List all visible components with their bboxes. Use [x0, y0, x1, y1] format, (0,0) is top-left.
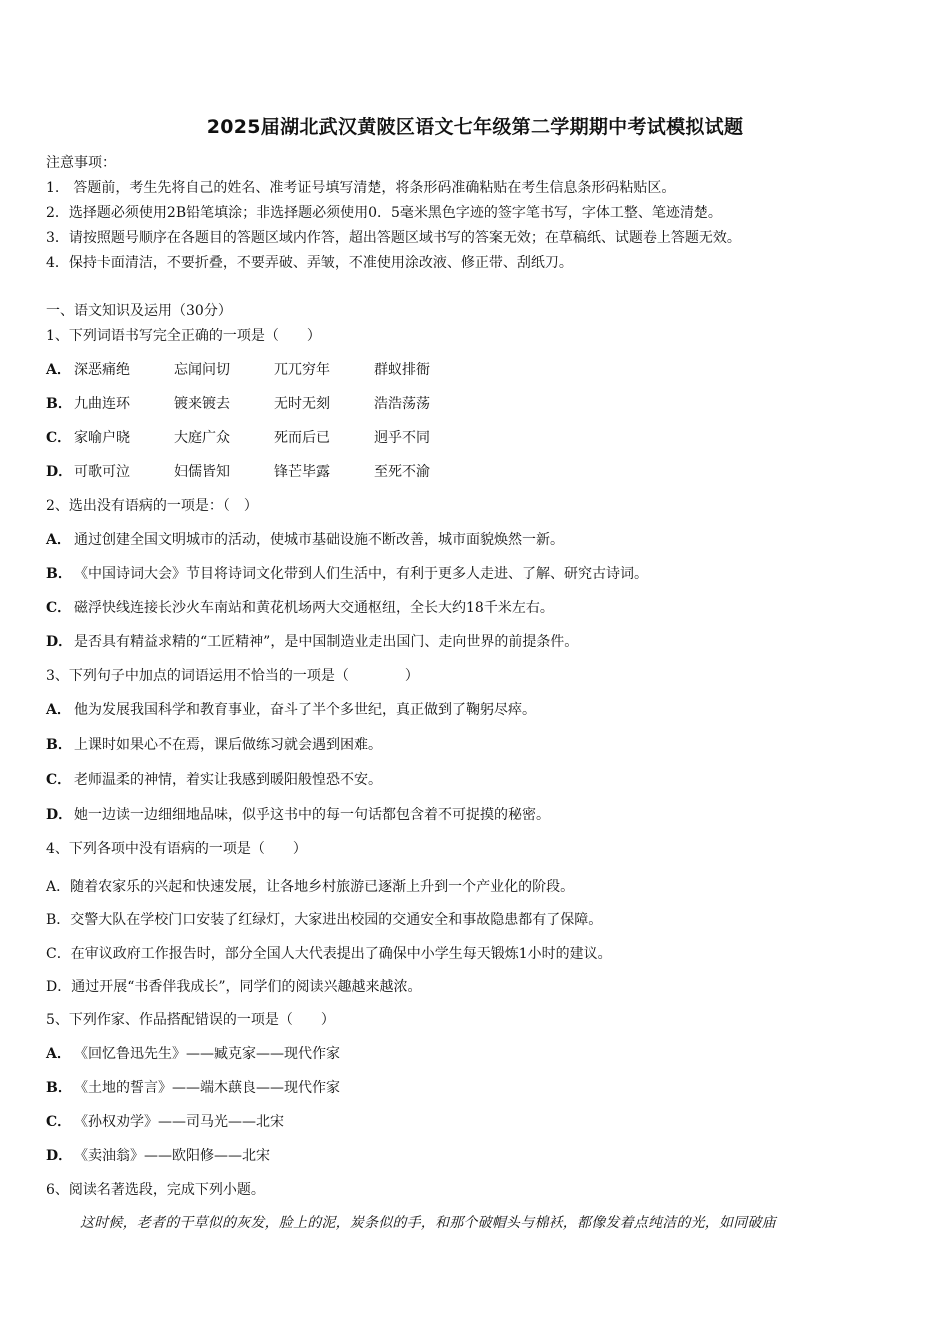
- question-5-option-a: [46, 1045, 340, 1063]
- option-text: 《土地的誓言》——端木蕻良——现代作家: [74, 1080, 340, 1096]
- question-2-stem: 2、选出没有语病的一项是：（ ）: [46, 498, 258, 514]
- option-text: 《孙权劝学》——司马光——北宋: [74, 1114, 284, 1130]
- option-label: B．: [46, 1080, 72, 1096]
- option-text: 上课时如果心不在焉，课后做练习就会遇到困难。: [74, 737, 382, 753]
- question-2-option-b: [46, 565, 648, 583]
- option-text: 《卖油翁》——欧阳修——北宋: [74, 1148, 270, 1164]
- word: 群蚁排衙: [374, 362, 430, 378]
- option-label: D．: [46, 464, 73, 480]
- option-label: C．: [46, 772, 72, 788]
- word: 可歌可泣: [74, 464, 130, 480]
- option-label: B．: [46, 566, 72, 582]
- question-4-option-b: [46, 911, 602, 929]
- word: 镀来镀去: [174, 396, 230, 412]
- option-label: D．: [46, 1148, 73, 1164]
- word: 浩浩荡荡: [374, 396, 430, 412]
- option-label: C．: [46, 1114, 72, 1130]
- word: 忘闻问切: [174, 362, 230, 378]
- option-label: C．: [46, 430, 72, 446]
- option-label: B．: [46, 396, 72, 412]
- word: 无时无刻: [274, 396, 330, 412]
- option-text: 老师温柔的神情，着实让我感到暖阳般惶恐不安。: [74, 772, 382, 788]
- option-text: 她一边读一边细细地品味，似乎这书中的每一句话都包含着不可捉摸的秘密。: [74, 807, 550, 823]
- option-text: 是否具有精益求精的“工匠精神”，是中国制造业走出国门、走向世界的前提条件。: [74, 634, 579, 650]
- section-heading: 一、语文知识及运用（30分）: [46, 303, 232, 319]
- question-5-option-c: [46, 1113, 284, 1131]
- question-1-option-a: [46, 361, 474, 379]
- word: 死而后已: [274, 430, 330, 446]
- option-label: A．: [46, 532, 71, 548]
- question-5-stem: 5、下列作家、作品搭配错误的一项是（ ）: [46, 1012, 335, 1028]
- notice-heading: 注意事项：: [46, 155, 116, 171]
- notice-item-4: 4．保持卡面清洁，不要折叠，不要弄破、弄皱，不准使用涂改液、修正带、刮纸刀。: [46, 255, 573, 271]
- word: 家喻户晓: [74, 430, 130, 446]
- question-4-option-a: [46, 878, 574, 896]
- option-text: 交警大队在学校门口安装了红绿灯，大家进出校园的交通安全和事故隐患都有了保障。: [70, 912, 603, 928]
- option-label: D．: [46, 634, 73, 650]
- question-4-stem: 4、下列各项中没有语病的一项是（ ）: [46, 841, 307, 857]
- option-label: C．: [46, 600, 72, 616]
- question-5-option-b: [46, 1079, 340, 1097]
- option-text: 他为发展我国科学和教育事业，奋斗了半个多世纪，真正做到了鞠躬尽瘁。: [74, 702, 536, 718]
- option-label: C．: [46, 946, 71, 962]
- notice-item-1: 1. 答题前，考生先将自己的姓名、准考证号填写清楚，将条形码准确粘贴在考生信息条形码粘贴区。: [46, 180, 676, 196]
- question-3-stem: 3、下列句子中加点的词语运用不恰当的一项是（ ）: [46, 668, 419, 684]
- question-6-stem: 6、阅读名著选段，完成下列小题。: [46, 1182, 265, 1198]
- question-2-option-d: [46, 633, 578, 651]
- option-label: D．: [46, 807, 73, 823]
- word: 至死不渝: [374, 464, 430, 480]
- question-1-option-c: [46, 429, 474, 447]
- reading-passage: 这时候，老者的干草似的灰发，脸上的泥，炭条似的手，和那个破帽头与棉袄，都像发着点纯洁的光，如同破庙: [80, 1215, 776, 1231]
- word: 兀兀穷年: [274, 362, 330, 378]
- option-text: 在审议政府工作报告时，部分全国人大代表提出了确保中小学生每天锻炼1小时的建议。: [70, 946, 612, 962]
- question-3-option-c: [46, 771, 382, 789]
- word: 深恶痛绝: [74, 362, 130, 378]
- option-label: A．: [46, 879, 71, 895]
- word: 大庭广众: [174, 430, 230, 446]
- option-label: A．: [46, 1046, 71, 1062]
- question-2-option-c: [46, 599, 554, 617]
- question-1-option-b: [46, 395, 474, 413]
- option-label: A．: [46, 702, 71, 718]
- option-label: A．: [46, 362, 71, 378]
- notice-item-2: 2．选择题必须使用2B铅笔填涂；非选择题必须使用0．5毫米黑色字迹的签字笔书写，字体工整、笔迹清楚。: [46, 205, 722, 221]
- option-label: B．: [46, 912, 71, 928]
- option-text: 通过开展“书香伴我成长”，同学们的阅读兴趣越来越浓。: [71, 979, 422, 995]
- question-1-option-d: [46, 463, 474, 481]
- word: 迥乎不同: [374, 430, 430, 446]
- notice-item-3: 3．请按照题号顺序在各题目的答题区域内作答，超出答题区域书写的答案无效；在草稿纸、试题卷上答题无效。: [46, 230, 741, 246]
- question-5-option-d: [46, 1147, 270, 1165]
- option-text: 《中国诗词大会》节目将诗词文化带到人们生活中，有利于更多人走进、了解、研究古诗词。: [74, 566, 648, 582]
- question-1-stem: 1、下列词语书写完全正确的一项是（ ）: [46, 328, 321, 344]
- question-4-option-d: [46, 978, 422, 996]
- option-text: 《回忆鲁迅先生》——臧克家——现代作家: [74, 1046, 340, 1062]
- word: 锋芒毕露: [274, 464, 330, 480]
- question-3-option-d: [46, 806, 550, 824]
- option-text: 通过创建全国文明城市的活动，使城市基础设施不断改善，城市面貌焕然一新。: [74, 532, 564, 548]
- word: 九曲连环: [74, 396, 130, 412]
- question-3-option-a: [46, 701, 536, 719]
- option-label: D．: [46, 979, 72, 995]
- option-text: 磁浮快线连接长沙火车南站和黄花机场两大交通枢纽，全长大约18千米左右。: [74, 600, 554, 616]
- question-4-option-c: [46, 945, 612, 963]
- page-title: 2025届湖北武汉黄陂区语文七年级第二学期期中考试模拟试题: [206, 116, 744, 138]
- option-label: B．: [46, 737, 72, 753]
- option-text: 随着农家乐的兴起和快速发展，让各地乡村旅游已逐渐上升到一个产业化的阶段。: [70, 879, 575, 895]
- question-3-option-b: [46, 736, 382, 754]
- question-2-option-a: [46, 531, 564, 549]
- word: 妇儒皆知: [174, 464, 230, 480]
